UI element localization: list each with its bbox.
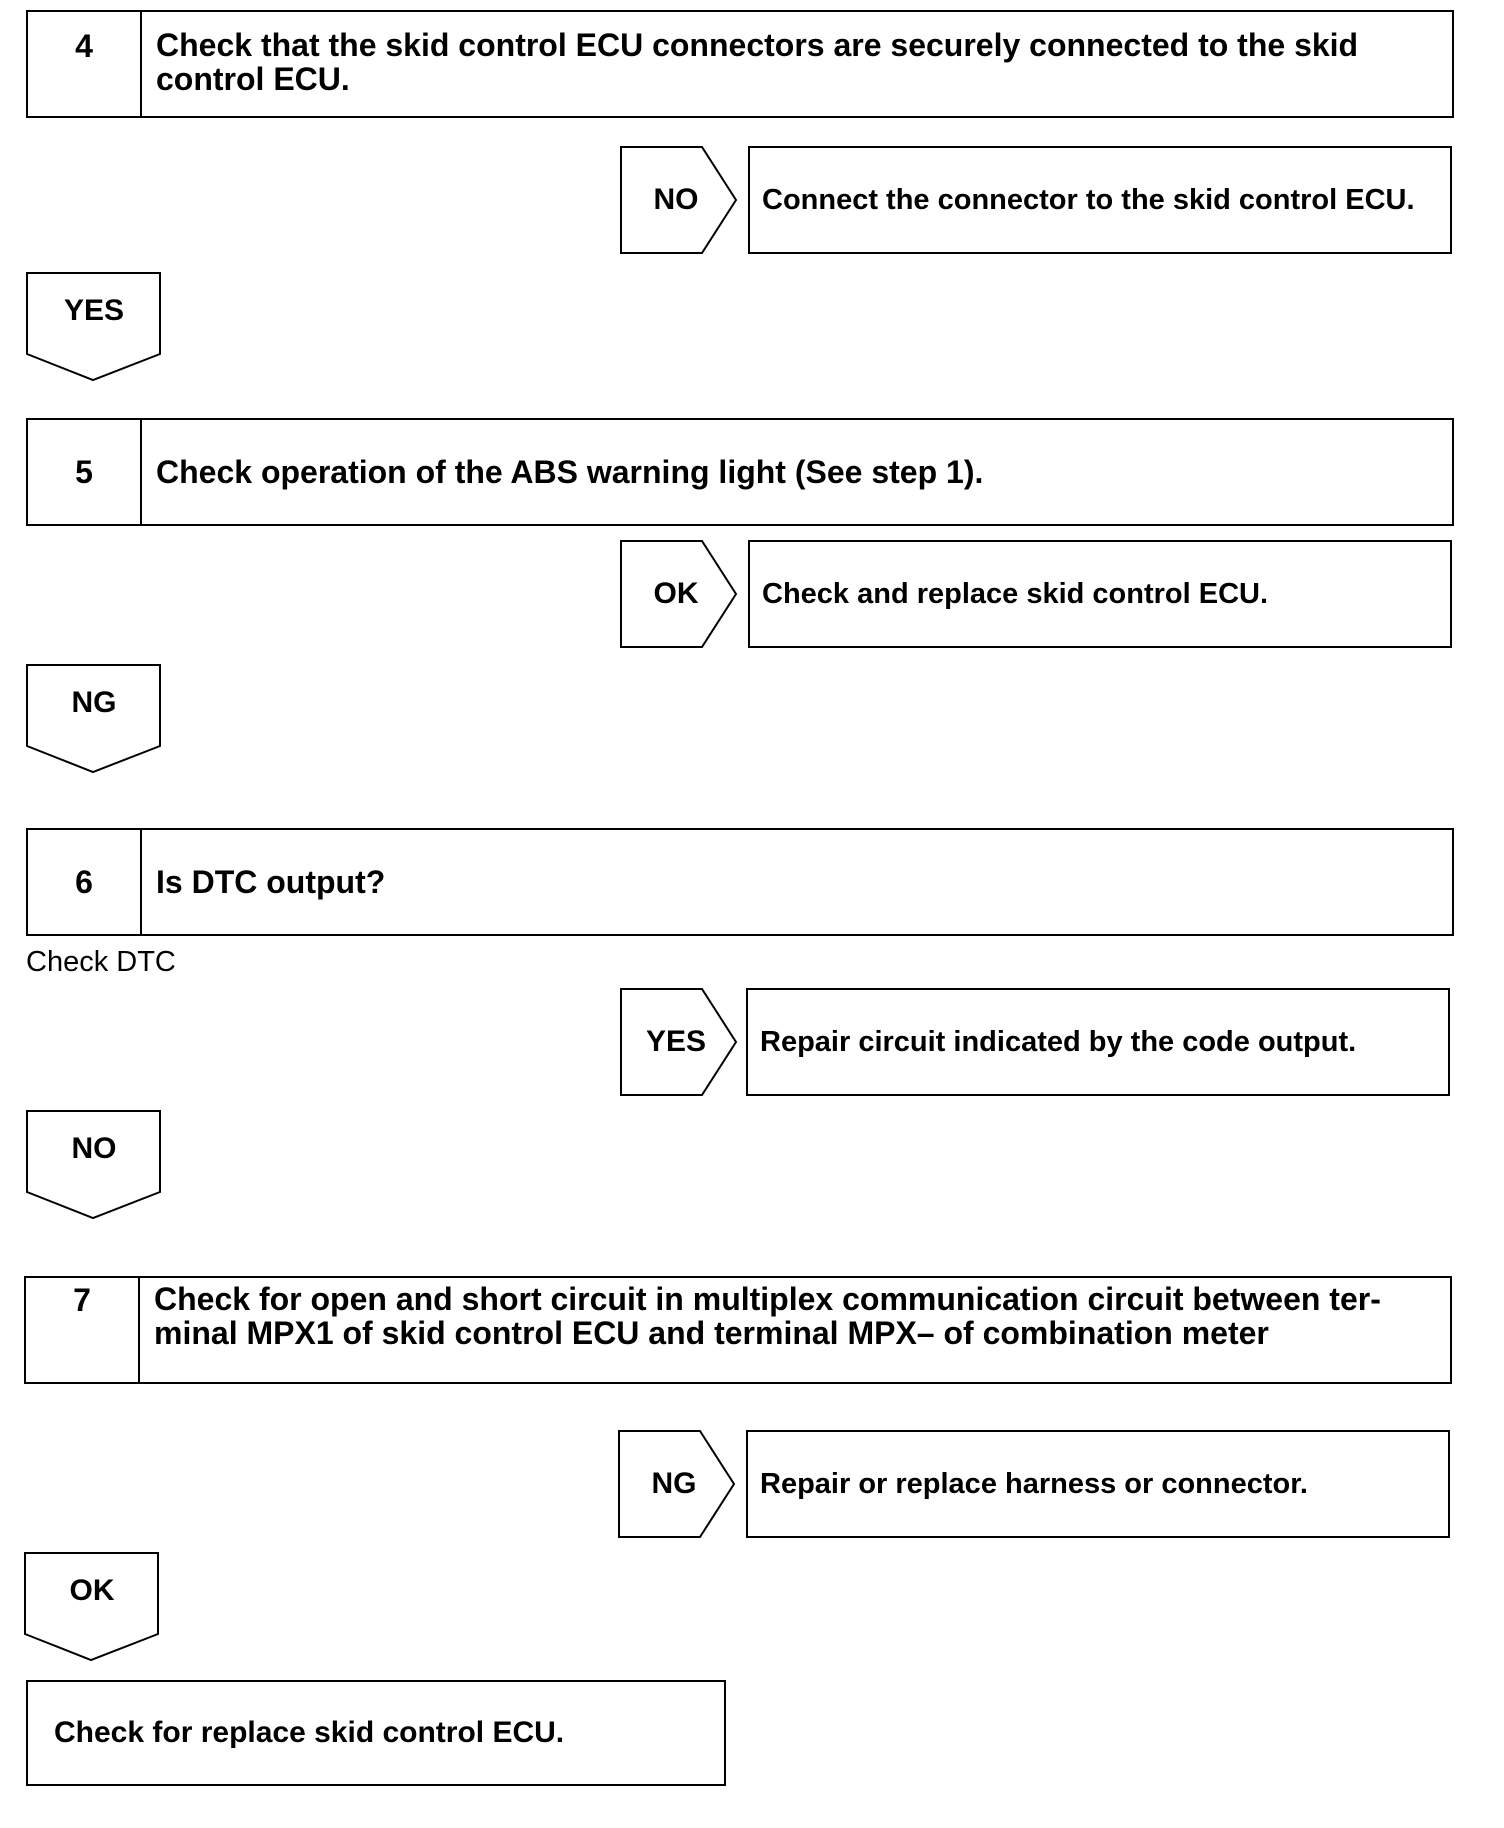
- result-box: Repair or replace harness or connector.: [746, 1430, 1450, 1538]
- result-box: Check and replace skid control ECU.: [748, 540, 1452, 648]
- step-6-box: [26, 828, 1454, 936]
- arrow-down-icon: [24, 1552, 162, 1664]
- branch-label: OK: [653, 577, 699, 610]
- arrow-down-icon: [26, 664, 164, 776]
- result-box: Repair circuit indicated by the code output.: [746, 988, 1450, 1096]
- continue-yes-arrow: [26, 272, 164, 384]
- step-7-box: [24, 1276, 1452, 1384]
- result-box: Connect the connector to the skid control ECU.: [748, 146, 1452, 254]
- arrow-down-icon: [26, 272, 164, 384]
- step-5-box: [26, 418, 1454, 526]
- step-title: Check operation of the ABS warning light (See step 1).: [156, 454, 984, 490]
- step-4-box: [26, 10, 1454, 118]
- branch-ng-arrow: [618, 1430, 746, 1538]
- step-number: 7: [26, 1278, 140, 1382]
- step-number: 6: [28, 830, 142, 934]
- continue-label: OK: [69, 1574, 115, 1607]
- final-action-box: Check for replace skid control ECU.: [26, 1680, 726, 1786]
- continue-label: NO: [71, 1132, 117, 1165]
- branch-label: NO: [653, 183, 699, 216]
- continue-ok-arrow: [24, 1552, 162, 1664]
- continue-label: NG: [71, 686, 117, 719]
- branch-ok-arrow: [620, 540, 748, 648]
- continue-label: YES: [63, 294, 125, 327]
- check-dtc-note: Check DTC: [26, 946, 176, 978]
- step-title: Check that the skid control ECU connectors are securely connected to the skid control ECU.: [156, 27, 1359, 97]
- step-number: 5: [28, 420, 142, 524]
- branch-label: YES: [645, 1025, 707, 1058]
- step-number: 4: [28, 12, 142, 116]
- arrow-down-icon: [26, 1110, 164, 1222]
- step-title: Is DTC output?: [156, 864, 386, 900]
- step-title: Check for open and short circuit in multiplex communication circuit between ter- minal MPX1 of skid control ECU and terminal MPX– of combination meter: [154, 1281, 1381, 1351]
- branch-label: NG: [651, 1467, 697, 1500]
- branch-no-arrow: [620, 146, 748, 254]
- branch-yes-arrow: [620, 988, 748, 1096]
- continue-no-arrow: [26, 1110, 164, 1222]
- continue-ng-arrow: [26, 664, 164, 776]
